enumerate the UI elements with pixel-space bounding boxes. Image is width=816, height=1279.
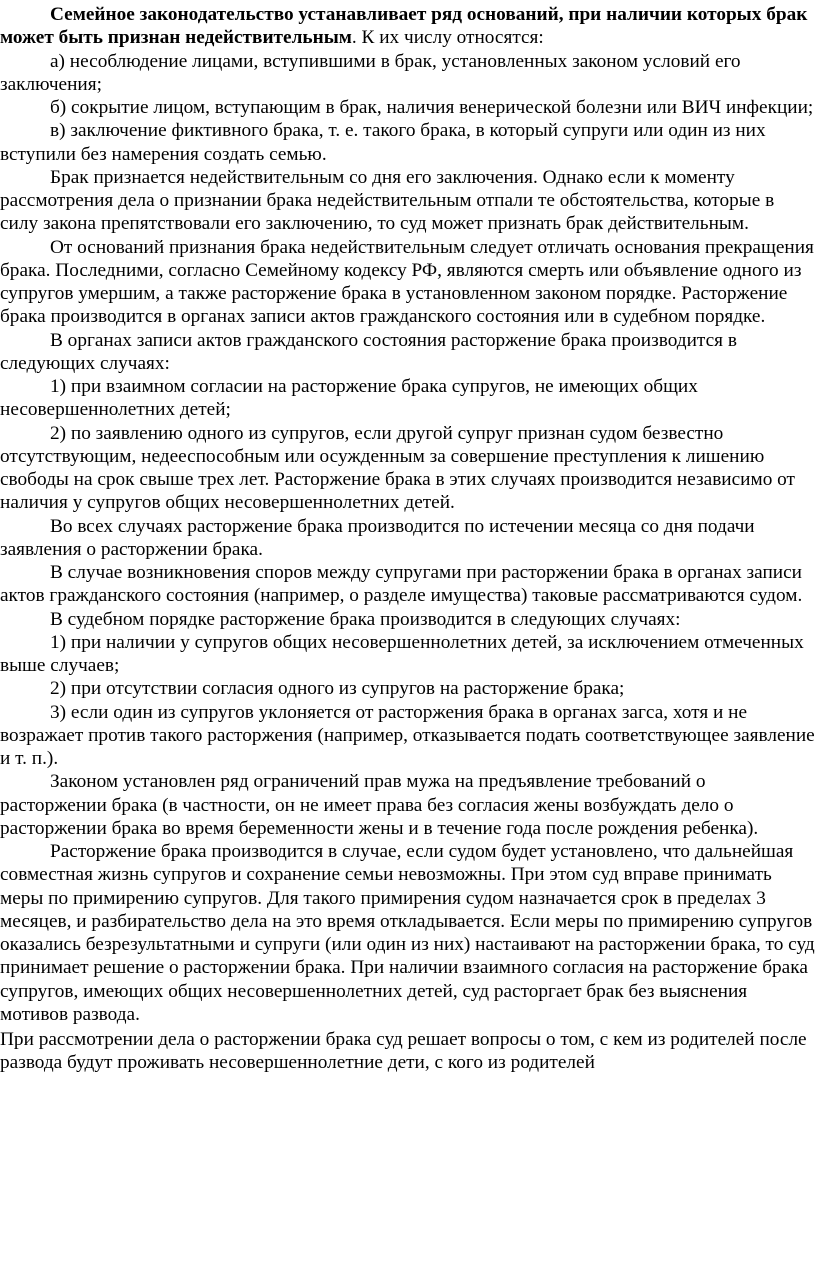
paragraph-grounds-c: в) заключение фиктивного брака, т. е. такого брака, в который супруги или один из них вступили без намерения создать семью. — [0, 120, 766, 165]
paragraph-one-month: Во всех случаях расторжение брака производится по истечении месяца со дня подачи заявления о расторжении брака. — [0, 515, 755, 560]
intro-paragraph — [0, 3, 815, 50]
intro-rest-text: . К их числу относятся: — [351, 27, 544, 49]
paragraph-invalid-from-date: Брак признается недействительным со дня его заключения. Однако если к моменту рассмотрения дела о признании брака недействительным отпали те обстоятельства, которые в силу закона препятствовали его заключению, то суд может признать брак действительным. — [0, 166, 775, 235]
paragraph-children-questions: При рассмотрении дела о расторжении брака суд решает вопросы о том, с кем из родителей после развода будут проживать несовершеннолетние дети, с кого из родителей — [0, 1029, 807, 1074]
paragraph-court-cases: В судебном порядке расторжение брака производится в следующих случаях: — [50, 608, 681, 630]
paragraph-disputes: В случае возникновения споров между супругами при расторжении брака в органах записи актов гражданского состояния (например, о разделе имущества) таковые рассматриваются судом. — [0, 562, 803, 607]
paragraph-court-case-2: 2) при отсутствии согласия одного из супругов на расторжение брака; — [50, 678, 625, 700]
paragraph-registry-cases: В органах записи актов гражданского состояния расторжение брака производится в следующих случаях: — [0, 329, 737, 374]
paragraph-termination-grounds: От оснований признания брака недействительным следует отличать основания прекращения брака. Последними, согласно Семейному кодексу РФ, являются смерть или объявление одного из супругов умершим, а также расторжение брака в установленном законом порядке. Расторжение брака производится в органах записи актов гражданского состояния или в судебном порядке. — [0, 236, 814, 328]
paragraph-registry-case-2: 2) по заявлению одного из супругов, если другой супруг признан судом безвестно отсутствующим, недееспособным или осужденным за совершение преступления к лишению свободы на срок свыше трех лет. Расторжение брака в этих случаях производится независимо от наличия у супругов общих несовершеннолетних детей. — [0, 422, 795, 514]
intro-bold-text: Семейное законодательство устанавливает ряд оснований, при наличии которых брак может быть признан недействительным — [0, 4, 808, 49]
paragraph-registry-case-1: 1) при взаимном согласии на расторжение брака супругов, не имеющих общих несовершеннолетних детей; — [0, 376, 698, 421]
paragraph-reconciliation: Расторжение брака производится в случае, если судом будет установлено, что дальнейшая совместная жизнь супругов и сохранение семьи невозможны. При этом суд вправе принимать меры по примирению супругов. Для такого примирения судом назначается срок в пределах 3 месяцев, и разбирательство дела на это время откладывается. Если меры по примирению супругов оказались безрезультатными и супруги (или один из них) настаивают на расторжении брака, то суд принимает решение о расторжении брака. При наличии взаимного согласия на расторжение брака супругов, имеющих общих несовершеннолетних детей, суд расторгает брак без выяснения мотивов развода. — [0, 841, 815, 1025]
paragraph-grounds-a: а) несоблюдение лицами, вступившими в брак, установленных законом условий его заключения; — [0, 50, 741, 95]
paragraph-grounds-b: б) сокрытие лицом, вступающим в брак, наличия венерической болезни или ВИЧ инфекции; — [50, 97, 814, 118]
paragraph-court-case-3: 3) если один из супругов уклоняется от расторжения брака в органах загса, хотя и не возражает против такого расторжения (например, отказывается подать соответствующее заявление и т. п.). — [0, 701, 815, 769]
paragraph-court-case-1: 1) при наличии у супругов общих несовершеннолетних детей, за исключением отмеченных выше случаев; — [0, 631, 804, 676]
paragraph-husband-restrictions: Законом установлен ряд ограничений прав мужа на предъявление требований о расторжении брака (в частности, он не имеет права без согласия жены возбуждать дело о расторжении брака во время беременности жены и в течение года после рождения ребенка). — [0, 771, 759, 839]
